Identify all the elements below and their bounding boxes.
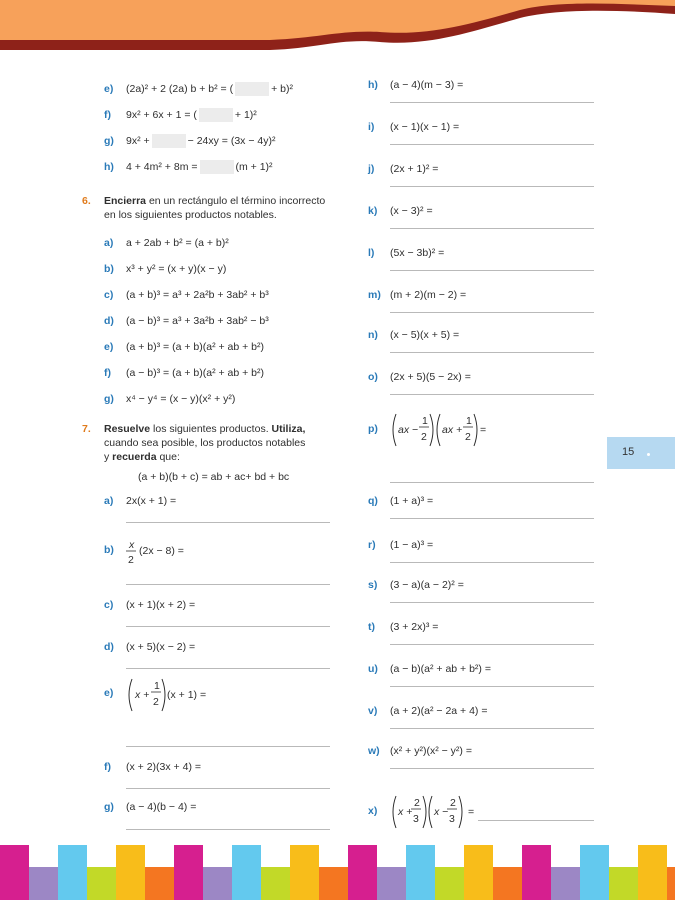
expression-part: x −: [434, 806, 449, 818]
exercise-item: 2x(x + 1) =: [126, 495, 177, 507]
notable-product-statement[interactable]: x⁴ − y⁴ = (x − y)(x² + y²): [126, 393, 236, 405]
item-label: u): [368, 663, 378, 675]
exercise-item: (3 − a)(a − 2)² =: [390, 579, 464, 591]
footer-stripe: [87, 867, 116, 900]
answer-line[interactable]: [390, 482, 594, 483]
item-label: k): [368, 205, 378, 217]
item-label: d): [104, 641, 114, 653]
fraction-expression: [124, 536, 234, 572]
exercise-item: (m + 2)(m − 2) =: [390, 289, 467, 301]
item-label: a): [104, 237, 114, 249]
answer-line[interactable]: [390, 102, 594, 103]
exercise-item: (2a)² + 2 (2a) b + b² = ( + b)²: [126, 83, 293, 95]
item-label: b): [104, 544, 114, 556]
footer-stripe: [464, 845, 493, 900]
footer-stripe: [638, 845, 667, 900]
item-label: g): [104, 801, 114, 813]
footer-stripe: [580, 845, 609, 900]
item-label: j): [368, 163, 375, 175]
item-label: e): [104, 687, 114, 699]
item-label: e): [104, 341, 114, 353]
answer-line[interactable]: [390, 518, 594, 519]
fraction-denominator: 2: [128, 554, 134, 566]
exercise-item: 4 + 4m² + 8m = (m + 1)²: [126, 161, 273, 173]
item-label: v): [368, 705, 378, 717]
expression-part: x +: [135, 689, 150, 701]
footer-stripe: [406, 845, 435, 900]
fraction-denominator: 2: [465, 431, 471, 443]
footer-stripe: [232, 845, 261, 900]
item-label: f): [104, 761, 111, 773]
footer-stripe: [116, 845, 145, 900]
item-label: i): [368, 121, 375, 133]
fraction-numerator: 2: [450, 797, 456, 809]
answer-line[interactable]: [390, 768, 594, 769]
footer-stripe: [203, 867, 232, 900]
item-label: h): [368, 79, 378, 91]
exercise-instruction: Resuelve los siguientes productos. Utiliza, cuando sea posible, los productos notables y recuerda que:: [104, 423, 306, 463]
answer-line[interactable]: [390, 144, 594, 145]
footer-stripe: [493, 867, 522, 900]
fraction-numerator: 2: [414, 797, 420, 809]
item-label: p): [368, 423, 378, 435]
answer-line[interactable]: [126, 746, 330, 747]
fraction-expression: [388, 410, 498, 450]
exercise-item: (a − b)(a² + ab + b²) =: [390, 663, 491, 675]
footer-color-stripes: [0, 845, 675, 900]
answer-line[interactable]: [126, 829, 330, 830]
notable-product-statement[interactable]: (a − b)³ = (a + b)(a² + ab + b²): [126, 367, 265, 379]
footer-stripe: [667, 867, 675, 900]
page-tab-dot: [647, 453, 650, 456]
fraction-numerator: x: [129, 539, 135, 551]
exercise-item: (x − 1)(x − 1) =: [390, 121, 460, 133]
item-label: a): [104, 495, 114, 507]
expression-rest: (2x − 8) =: [139, 545, 184, 557]
footer-stripe: [522, 845, 551, 900]
footer-stripe: [290, 845, 319, 900]
footer-stripe: [58, 845, 87, 900]
answer-line[interactable]: [126, 626, 330, 627]
exercise-item: (a − 4)(b − 4) =: [126, 801, 197, 813]
item-label: c): [104, 289, 114, 301]
answer-line[interactable]: [390, 394, 594, 395]
fraction-denominator: 2: [421, 431, 427, 443]
exercise-item: (a − 4)(m − 3) =: [390, 79, 464, 91]
exercise-item: (x − 3)² =: [390, 205, 433, 217]
exercise-item: (1 − a)³ =: [390, 539, 434, 551]
exercise-item: (1 + a)³ =: [390, 495, 434, 507]
page-number-tab: [607, 437, 675, 469]
answer-line[interactable]: [390, 728, 594, 729]
footer-stripe: [435, 867, 464, 900]
item-label: q): [368, 495, 378, 507]
fraction-denominator: 2: [153, 696, 159, 708]
answer-line[interactable]: [390, 312, 594, 313]
answer-line[interactable]: [390, 562, 594, 563]
exercise-item: (5x − 3b)² =: [390, 247, 445, 259]
item-label: n): [368, 329, 378, 341]
item-label: g): [104, 393, 114, 405]
answer-line[interactable]: [390, 602, 594, 603]
expression-part: x +: [398, 806, 413, 818]
exercise-item: 9x² + − 24xy = (3x − 4y)²: [126, 135, 276, 147]
header-banner: [0, 0, 675, 60]
blank-box[interactable]: [199, 108, 233, 122]
footer-stripe: [609, 867, 638, 900]
answer-line[interactable]: [390, 686, 594, 687]
footer-stripe: [174, 845, 203, 900]
fraction-numerator: 1: [422, 415, 428, 427]
notable-product-statement[interactable]: a + 2ab + b² = (a + b)²: [126, 237, 229, 249]
footer-stripe: [261, 867, 290, 900]
item-label: r): [368, 539, 376, 551]
expression-rest: (x + 1) =: [167, 689, 207, 701]
footer-stripe: [348, 845, 377, 900]
equals-sign: =: [480, 424, 487, 436]
item-label: e): [104, 83, 114, 95]
answer-line[interactable]: [126, 522, 330, 523]
exercise-item: (a + 2)(a² − 2a + 4) =: [390, 705, 488, 717]
fraction-numerator: 1: [466, 415, 472, 427]
exercise-item: (x − 5)(x + 5) =: [390, 329, 460, 341]
exercise-item: (2x + 5)(5 − 2x) =: [390, 371, 471, 383]
answer-line[interactable]: [390, 228, 594, 229]
answer-line[interactable]: [126, 584, 330, 585]
notable-product-statement[interactable]: (a + b)³ = a³ + 2a²b + 3ab² + b³: [126, 289, 269, 301]
exercise-item: (x + 2)(3x + 4) =: [126, 761, 201, 773]
fraction-denominator: 3: [413, 813, 419, 825]
exercise-item: (x + 5)(x − 2) =: [126, 641, 196, 653]
item-label: o): [368, 371, 378, 383]
blank-box[interactable]: [200, 160, 234, 174]
exercise-instruction: Encierra en un rectángulo el término incorrecto en los siguientes productos notables.: [104, 195, 326, 221]
answer-line[interactable]: [390, 644, 594, 645]
fraction-expression: [124, 675, 234, 715]
fraction-denominator: 3: [449, 813, 455, 825]
notable-product-statement[interactable]: (a − b)³ = a³ + 3a²b + 3ab² − b³: [126, 315, 269, 327]
blank-box[interactable]: [152, 134, 186, 148]
footer-stripe: [0, 845, 29, 900]
item-label: w): [368, 745, 380, 757]
item-label: l): [368, 247, 375, 259]
equals-sign: =: [468, 806, 475, 818]
answer-line[interactable]: [478, 820, 594, 821]
item-label: g): [104, 135, 114, 147]
answer-line[interactable]: [126, 668, 330, 669]
exercise-item: (2x + 1)² =: [390, 163, 439, 175]
exercise-item: 9x² + 6x + 1 = ( + 1)²: [126, 109, 257, 121]
expression-part: ax −: [398, 424, 419, 436]
item-label: b): [104, 263, 114, 275]
footer-stripe: [551, 867, 580, 900]
notable-product-statement[interactable]: x³ + y² = (x + y)(x − y): [126, 263, 227, 275]
footer-stripe: [377, 867, 406, 900]
exercise-item: (x + 1)(x + 2) =: [126, 599, 196, 611]
item-label: f): [104, 367, 111, 379]
answer-line[interactable]: [126, 788, 330, 789]
formula: (a + b)(b + c) = ab + ac+ bd + bc: [138, 471, 290, 483]
fraction-numerator: 1: [154, 680, 160, 692]
item-label: h): [104, 161, 114, 173]
answer-line[interactable]: [390, 186, 594, 187]
item-label: t): [368, 621, 375, 633]
blank-box[interactable]: [235, 82, 269, 96]
answer-line[interactable]: [390, 352, 594, 353]
exercise-item: (x² + y²)(x² − y²) =: [390, 745, 472, 757]
fraction-expression: [388, 792, 488, 832]
footer-stripe: [319, 867, 348, 900]
exercise-item: (3 + 2x)³ =: [390, 621, 439, 633]
answer-line[interactable]: [390, 270, 594, 271]
notable-product-statement[interactable]: (a + b)³ = (a + b)(a² + ab + b²): [126, 341, 265, 353]
exercise-number: 6.: [82, 195, 91, 207]
page-number: 15: [622, 446, 635, 458]
exercise-number: 7.: [82, 423, 91, 435]
item-label: s): [368, 579, 378, 591]
item-label: f): [104, 109, 111, 121]
footer-stripe: [145, 867, 174, 900]
footer-stripe: [29, 867, 58, 900]
expression-part: ax +: [442, 424, 463, 436]
item-label: c): [104, 599, 114, 611]
item-label: x): [368, 805, 378, 817]
item-label: d): [104, 315, 114, 327]
item-label: m): [368, 289, 381, 301]
